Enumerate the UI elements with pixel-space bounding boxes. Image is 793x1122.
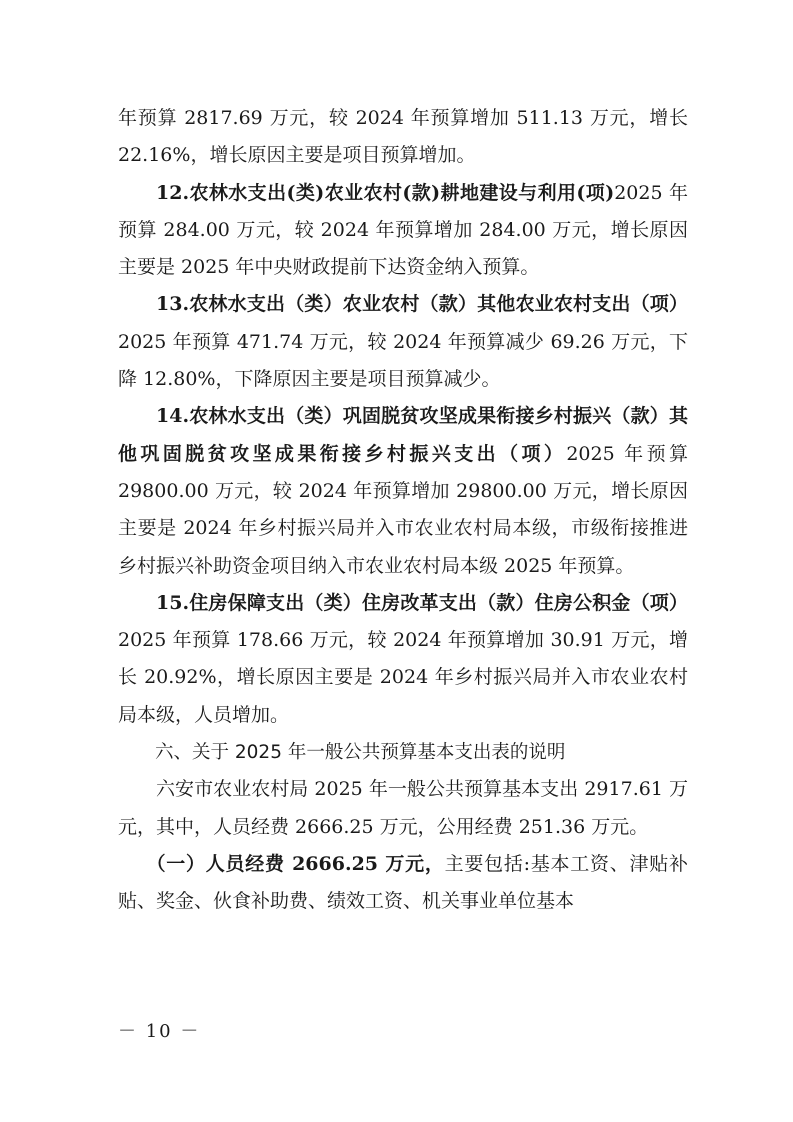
section-heading: 六、关于 2025 年一般公共预算基本支出表的说明 — [155, 742, 566, 764]
paragraph-text: 2025 年预算 471.74 万元，较 2024 年预算减少 69.26 万元，下降 12.80%，下降原因主要是项目预算减少。 — [118, 330, 688, 391]
paragraph-text: 2025 年预算 29800.00 万元，较 2024 年预算增加 29800.00 万元，增长原因主要是 2024 年乡村振兴局并入市农业农村局本级，市级衔接推进乡村振兴补助资金项目纳入市农业农村局本级 2025 年预算。 — [118, 442, 688, 577]
paragraph-text: 2025 年预算 178.66 万元，较 2024 年预算增加 30.91 万元，增长 20.92%，增长原因主要是 2024 年乡村振兴局并入市农业农村局本级，人员增加。 — [118, 629, 688, 726]
item-heading: 13.农林水支出（类）农业农村（款）其他农业农村支出（项） — [156, 293, 688, 316]
summary-paragraph: 六安市农业农村局 2025 年一般公共预算基本支出 2917.61 万元，其中，人员经费 2666.25 万元，公用经费 251.36 万元。 — [118, 778, 688, 838]
document-body — [118, 100, 688, 921]
paragraph-text: 年预算 2817.69 万元，较 2024 年预算增加 511.13 万元，增长 22.16%，增长原因主要是项目预算增加。 — [118, 107, 688, 167]
paragraph-item-14 — [118, 398, 688, 584]
item-heading: 14.农林水支出（类）巩固脱贫攻坚成果衔接乡村振兴（款）其他巩固脱贫攻坚成果衔接乡村振兴支出（项） — [118, 405, 688, 465]
paragraph-item-13 — [118, 286, 688, 398]
page-number: － 10 － — [118, 1021, 201, 1042]
item-heading: 15.住房保障支出（类）住房改革支出（款）住房公积金（项） — [156, 591, 688, 614]
paragraph-item-15 — [118, 585, 688, 734]
item-heading: 12.农林水支出(类)农业农村(款)耕地建设与利用(项) — [156, 181, 615, 204]
personnel-paragraph — [118, 846, 688, 921]
paragraph-item-12 — [118, 175, 688, 287]
paragraph-text: 2025 年预算 284.00 万元，较 2024 年预算增加 284.00 万元，增长原因主要是 2025 年中央财政提前下达资金纳入预算。 — [118, 181, 688, 279]
paragraph-continued — [118, 100, 688, 175]
personnel-heading: （一）人员经费 2666.25 万元， — [146, 852, 445, 875]
paragraph-text: 主要包括:基本工资、津贴补贴、奖金、伙食补助费、绩效工资、机关事业单位基本 — [118, 852, 689, 913]
